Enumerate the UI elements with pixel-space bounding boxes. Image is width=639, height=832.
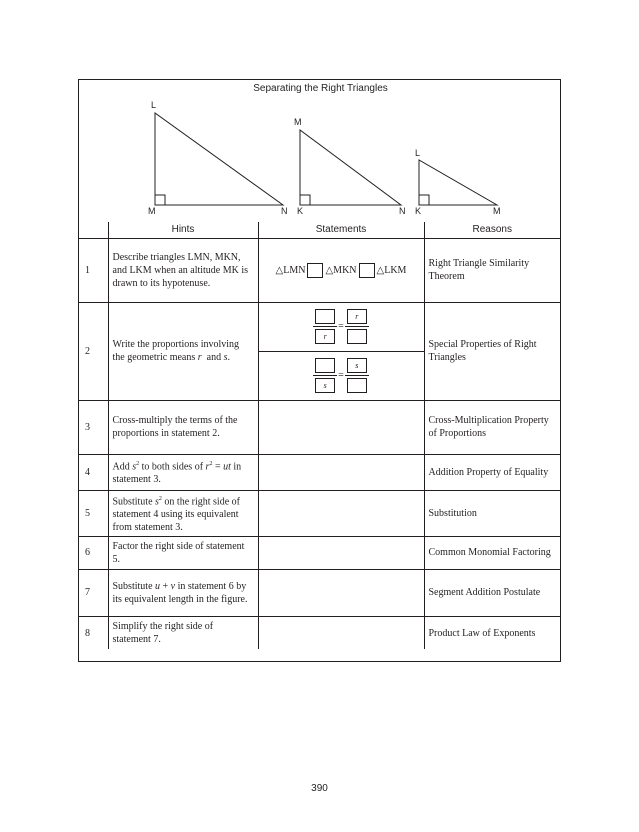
hint-cell: Factor the right side of statement 5. bbox=[108, 536, 258, 569]
column-reasons-header: Reasons bbox=[424, 222, 560, 238]
table-row bbox=[79, 302, 560, 400]
right-angle-mark-k2 bbox=[419, 195, 429, 205]
fraction-bar bbox=[345, 326, 369, 327]
vertex-l-3: L bbox=[415, 148, 421, 158]
hint-cell: Simplify the right side of statement 7. bbox=[108, 616, 258, 649]
statement-cell[interactable] bbox=[258, 400, 424, 454]
triangle-lmn bbox=[155, 113, 283, 205]
table-row bbox=[79, 490, 560, 536]
statement-cell[interactable] bbox=[258, 616, 424, 649]
page-number: 390 bbox=[311, 783, 328, 794]
hint-cell: Write the proportions involving the geometric means r and s. bbox=[108, 302, 258, 400]
proportion-r bbox=[259, 303, 424, 351]
fraction-left bbox=[315, 358, 335, 393]
right-angle-mark-m bbox=[155, 195, 165, 205]
step-number: 8 bbox=[79, 616, 108, 649]
reason-cell: Common Monomial Factoring bbox=[424, 536, 560, 569]
statement-cell bbox=[258, 238, 424, 302]
answer-box[interactable] bbox=[307, 263, 323, 278]
hint-cell: Substitute u + v in statement 6 by its equivalent length in the figure. bbox=[108, 569, 258, 616]
vertex-m-2: M bbox=[294, 117, 302, 127]
fraction-bar bbox=[313, 326, 337, 327]
equals-sign: = bbox=[338, 370, 344, 381]
reason-cell: Addition Property of Equality bbox=[424, 454, 560, 490]
hint-cell: Describe triangles LMN, MKN, and LKM when an altitude MK is drawn to its hypotenuse. bbox=[108, 238, 258, 302]
vertex-k-2: K bbox=[297, 206, 304, 216]
reason-cell: Product Law of Exponents bbox=[424, 616, 560, 649]
triangle-symbol: △ bbox=[325, 264, 334, 276]
answer-box[interactable] bbox=[347, 378, 367, 393]
answer-box[interactable] bbox=[347, 329, 367, 344]
equals-sign: = bbox=[338, 321, 344, 332]
step-number: 5 bbox=[79, 490, 108, 536]
vertex-k-3: K bbox=[415, 206, 422, 216]
denominator-s: s bbox=[315, 378, 335, 393]
vertex-n-1: N bbox=[281, 206, 288, 216]
vertex-m-1: M bbox=[148, 206, 156, 216]
reason-cell: Segment Addition Postulate bbox=[424, 569, 560, 616]
table-row bbox=[79, 400, 560, 454]
statement-cell[interactable] bbox=[258, 454, 424, 490]
reason-cell: Special Properties of Right Triangles bbox=[424, 302, 560, 400]
fraction-bar bbox=[345, 375, 369, 376]
hint-cell: Add $s^2$ to both sides of $r^2$ = ut in statement 3. bbox=[108, 454, 258, 490]
step-number: 6 bbox=[79, 536, 108, 569]
step-number: 4 bbox=[79, 454, 108, 490]
triangle-symbol: △ bbox=[275, 264, 284, 276]
table-row bbox=[79, 616, 560, 649]
step-number: 2 bbox=[79, 302, 108, 400]
table-row bbox=[79, 569, 560, 616]
statement-cell[interactable] bbox=[258, 536, 424, 569]
column-statements-header: Statements bbox=[258, 222, 424, 238]
figure-title: Separating the Right Triangles bbox=[253, 83, 388, 94]
hint-cell: Cross-multiply the terms of the proportions in statement 2. bbox=[108, 400, 258, 454]
right-angle-mark-k bbox=[300, 195, 310, 205]
numerator-s: s bbox=[347, 358, 367, 373]
hint-cell: Substitute $s^2$ on the right side of statement 4 using its equivalent from statement 3. bbox=[108, 490, 258, 536]
triangle-lkm bbox=[419, 160, 497, 205]
answer-box[interactable] bbox=[359, 263, 375, 278]
column-hints-header: Hints bbox=[108, 222, 258, 238]
triangle-name: MKN bbox=[333, 264, 357, 276]
reason-cell: Cross-Multiplication Property of Proportions bbox=[424, 400, 560, 454]
numerator-r: r bbox=[347, 309, 367, 324]
fraction-left bbox=[315, 309, 335, 344]
table-row bbox=[79, 536, 560, 569]
proof-table bbox=[79, 222, 560, 649]
step-number: 7 bbox=[79, 569, 108, 616]
statement-cell[interactable] bbox=[258, 569, 424, 616]
vertex-m-3: M bbox=[493, 206, 501, 216]
worksheet-frame bbox=[78, 79, 561, 662]
triangle-mkn bbox=[300, 130, 401, 205]
step-number: 3 bbox=[79, 400, 108, 454]
reason-cell: Substitution bbox=[424, 490, 560, 536]
triangle-symbol: △ bbox=[376, 264, 385, 276]
proportion-s bbox=[259, 351, 424, 400]
table-row bbox=[79, 454, 560, 490]
reason-cell: Right Triangle Similarity Theorem bbox=[424, 238, 560, 302]
vertex-n-2: N bbox=[399, 206, 406, 216]
fraction-bar bbox=[313, 375, 337, 376]
triangle-name: LKM bbox=[384, 264, 407, 276]
fraction-right bbox=[347, 358, 367, 393]
fraction-right bbox=[347, 309, 367, 344]
answer-box[interactable] bbox=[315, 309, 335, 324]
statement-cell bbox=[258, 302, 424, 400]
table-row bbox=[79, 238, 560, 302]
vertex-l-1: L bbox=[151, 100, 157, 110]
denominator-r: r bbox=[315, 329, 335, 344]
column-number-header bbox=[79, 222, 108, 238]
statement-cell[interactable] bbox=[258, 490, 424, 536]
step-number: 1 bbox=[79, 238, 108, 302]
triangle-name: LMN bbox=[283, 264, 306, 276]
answer-box[interactable] bbox=[315, 358, 335, 373]
